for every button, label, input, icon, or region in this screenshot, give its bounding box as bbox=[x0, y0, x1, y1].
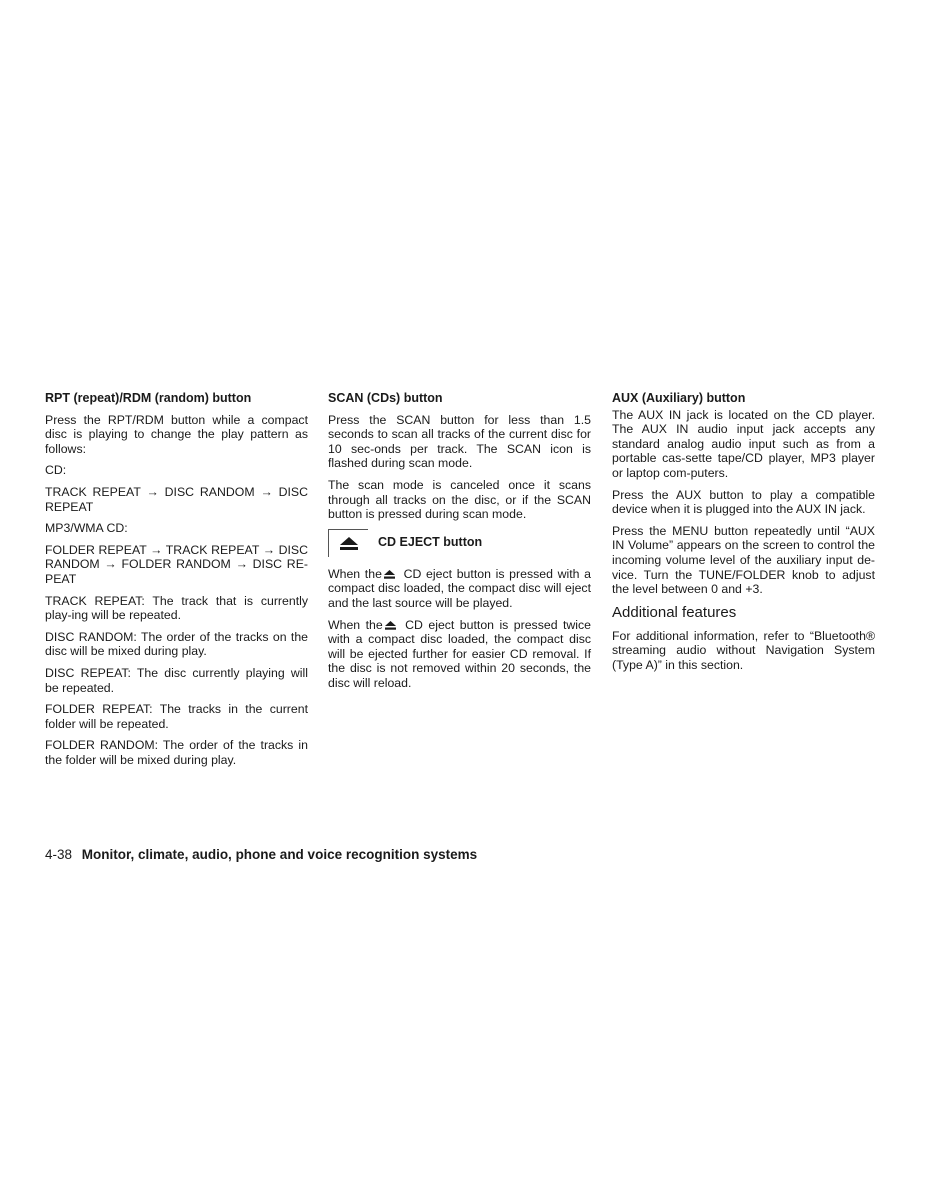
column-aux bbox=[612, 391, 875, 680]
subheading-additional-features: Additional features bbox=[612, 603, 737, 621]
paragraph: FOLDER RANDOM: The order of the tracks in the folder will be mixed during play. bbox=[45, 738, 308, 767]
paragraph: For additional information, refer to “Bluetooth® streaming audio without Navigation System (Type A)” in this section. bbox=[612, 628, 875, 672]
page-number: 4-38 bbox=[45, 847, 73, 862]
text-fragment: When the bbox=[328, 566, 382, 581]
chapter-title: Monitor, climate, audio, phone and voice recognition systems bbox=[81, 847, 478, 862]
eject-icon bbox=[340, 537, 358, 550]
paragraph-eject-twice bbox=[328, 618, 591, 691]
paragraph: Press the AUX button to play a compatible device when it is plugged into the AUX IN jack. bbox=[612, 487, 875, 517]
eject-icon-box bbox=[328, 529, 368, 557]
paragraph: Press the RPT/RDM button while a compact disc is playing to change the play pattern as follows: bbox=[45, 412, 308, 456]
column-rpt-rdm bbox=[45, 391, 308, 774]
eject-icon bbox=[385, 621, 396, 630]
paragraph: Press the MENU button repeatedly until “AUX IN Volume” appears on the screen to control the incoming volume level of the auxiliary input de-vice. Turn the TUNE/FOLDER knob to adjust the level between 0 and +3. bbox=[612, 523, 875, 597]
section-heading-aux: AUX (Auxiliary) button bbox=[612, 391, 746, 405]
paragraph: CD: bbox=[45, 463, 67, 478]
section-heading-cd-eject: CD EJECT button bbox=[378, 535, 483, 550]
text-fragment: CD eject button is pressed twice with a compact disc loaded, the compact disc will be ejected further for easier CD removal. If the disc is not removed within 20 seconds, the disc will reload. bbox=[328, 617, 592, 690]
paragraph-eject-once bbox=[328, 567, 591, 611]
paragraph: The AUX IN jack is located on the CD player. The AUX IN audio input jack accepts any standard analog audio input such as from a portable cas-sette tape/CD player, MP3 player or laptop com-puters. bbox=[612, 407, 875, 480]
cd-eject-heading bbox=[328, 529, 591, 557]
eject-icon bbox=[384, 570, 395, 579]
text-fragment: CD eject button is pressed with a compact disc loaded, the compact disc will eject and the last source will be played. bbox=[328, 566, 591, 610]
paragraph: DISC RANDOM: The order of the tracks on the disc will be mixed during play. bbox=[45, 629, 308, 659]
paragraph: The scan mode is canceled once it scans through all tracks on the disc, or if the SCAN button is pressed during scan mode. bbox=[328, 477, 591, 522]
paragraph: TRACK REPEAT → DISC RANDOM → DISC REPEAT bbox=[45, 484, 308, 514]
text-fragment: When the bbox=[328, 617, 383, 632]
page-footer bbox=[45, 847, 477, 863]
paragraph: FOLDER REPEAT: The tracks in the current folder will be repeated. bbox=[45, 702, 308, 731]
section-heading-scan: SCAN (CDs) button bbox=[328, 391, 443, 405]
paragraph: DISC REPEAT: The disc currently playing will be repeated. bbox=[45, 665, 308, 695]
paragraph: TRACK REPEAT: The track that is currently play-ing will be repeated. bbox=[45, 593, 308, 623]
section-heading-rpt-rdm: RPT (repeat)/RDM (random) button bbox=[45, 391, 252, 405]
paragraph: MP3/WMA CD: bbox=[45, 521, 128, 536]
paragraph: Press the SCAN button for less than 1.5 seconds to scan all tracks of the current disc for 10 sec-onds per track. The SCAN icon is flashed during scan mode. bbox=[328, 412, 591, 471]
column-scan-eject bbox=[328, 391, 591, 698]
paragraph: FOLDER REPEAT → TRACK REPEAT → DISC RANDOM → FOLDER RANDOM → DISC RE-PEAT bbox=[45, 542, 308, 586]
